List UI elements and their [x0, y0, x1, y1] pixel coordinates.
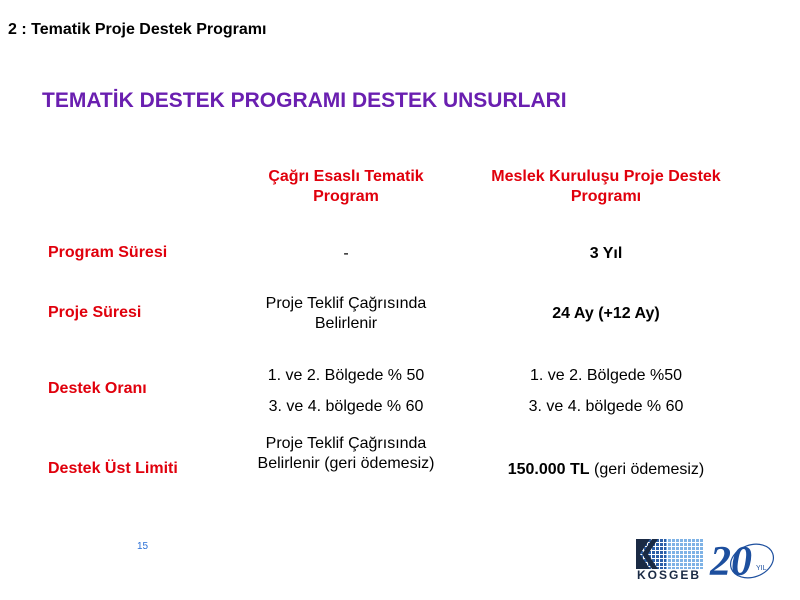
cell-line: Proje Teklif Çağrısında [265, 295, 427, 312]
column-header-line: Program [313, 188, 379, 205]
cell-support-rate-professional-line1: 1. ve 2. Bölgede %50 [529, 367, 683, 384]
cell-program-duration-thematic: - [343, 245, 349, 262]
cell-project-duration-thematic [228, 294, 464, 334]
cell-line: Belirlenir (geri ödemesiz) [257, 455, 435, 472]
column-header-professional [476, 167, 736, 207]
kosgeb-logo-text: KOSGEB [637, 568, 702, 582]
column-header-line: Meslek Kuruluşu Proje Destek [491, 168, 721, 185]
cell-support-rate-thematic-line2: 3. ve 4. bölgede % 60 [268, 398, 424, 415]
kosgeb-logo [636, 537, 776, 587]
anniversary-text: YIL [756, 565, 767, 572]
page-number: 15 [137, 541, 149, 552]
cell-line: Belirlenir [314, 315, 378, 332]
column-header-line: Programı [570, 188, 642, 205]
breadcrumb: 2 : Tematik Proje Destek Programı [8, 21, 267, 38]
support-limit-note: (geri ödemesiz) [594, 461, 705, 478]
kosgeb-grid-icon [636, 539, 704, 569]
column-header-line: Çağrı Esaslı Tematik [268, 168, 424, 185]
cell-line: Proje Teklif Çağrısında [265, 435, 427, 452]
cell-support-rate-thematic-line1: 1. ve 2. Bölgede % 50 [267, 367, 425, 384]
anniversary-number: 20 [710, 539, 752, 583]
cell-support-rate-professional-line2: 3. ve 4. bölgede % 60 [528, 398, 684, 415]
column-header-thematic [228, 167, 464, 207]
row-label-support-rate: Destek Oranı [48, 380, 147, 397]
row-label-program-duration: Program Süresi [48, 244, 168, 261]
row-label-project-duration: Proje Süresi [48, 304, 142, 321]
cell-support-limit-thematic [228, 434, 464, 474]
anniversary-20-icon [708, 537, 776, 583]
page-title: TEMATİK DESTEK PROGRAMI DESTEK UNSURLARI [42, 89, 567, 112]
support-limit-amount: 150.000 TL [507, 461, 590, 478]
cell-project-duration-professional: 24 Ay (+12 Ay) [552, 305, 660, 322]
cell-support-limit-professional [476, 460, 736, 480]
row-label-support-limit: Destek Üst Limiti [48, 460, 178, 477]
cell-program-duration-professional: 3 Yıl [589, 245, 623, 262]
